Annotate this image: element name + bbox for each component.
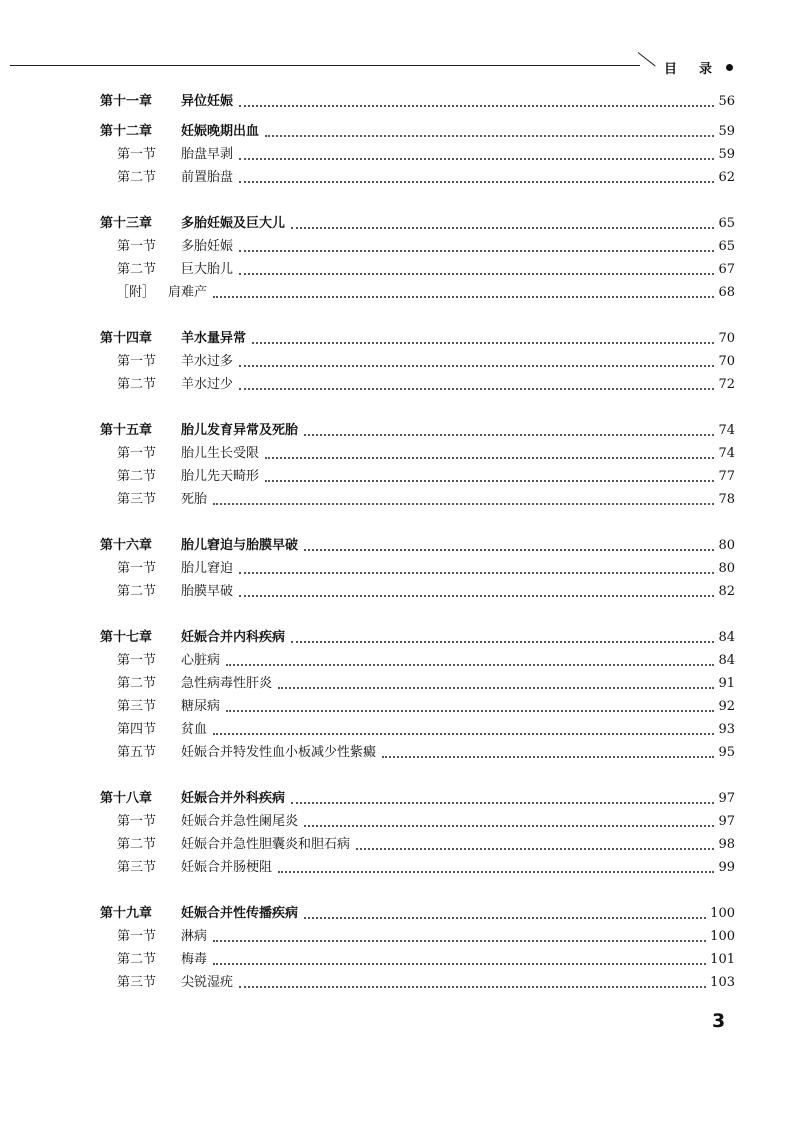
toc-entry-title: 胎儿先天畸形 [181, 467, 265, 487]
toc-entry-label: 第三节 [117, 860, 157, 875]
toc-leader-dots [239, 181, 714, 183]
toc-leader-dots [265, 457, 714, 459]
toc-entry-label: 第十七章 [100, 630, 153, 645]
toc-entry-label: 第二节 [117, 377, 157, 392]
toc-section-row[interactable] [0, 375, 789, 395]
toc-entry-title: 心脏病 [181, 651, 226, 671]
toc-leader-dots [239, 986, 706, 988]
toc-leader-dots [291, 802, 714, 804]
toc-entry-title: 胎盘早剥 [181, 145, 239, 165]
running-title-left: 目 [664, 62, 678, 77]
toc-entry-label: 第一节 [117, 653, 157, 668]
toc-page-number: 59 [718, 124, 735, 139]
toc-page-number: 72 [718, 377, 735, 392]
toc-section-row[interactable] [0, 444, 789, 464]
toc-appendix-row[interactable] [0, 283, 789, 303]
toc-section-row[interactable] [0, 674, 789, 694]
toc-leader-dots [226, 664, 714, 666]
toc-entry-label: 第二节 [117, 170, 157, 185]
toc-page-number: 98 [718, 837, 735, 852]
toc-entry-label: 第二节 [117, 837, 157, 852]
toc-entry-label: 第一节 [117, 446, 157, 461]
toc-page-number: 56 [718, 94, 735, 109]
toc-entry-label: 第五节 [117, 745, 157, 760]
toc-entry-title: 糖尿病 [181, 697, 226, 717]
toc-entry-label: 第十四章 [100, 331, 153, 346]
toc-chapter-row[interactable] [0, 214, 789, 234]
toc-section-row[interactable] [0, 352, 789, 372]
toc-chapter-row[interactable] [0, 628, 789, 648]
toc-entry-title: 妊娠合并外科疾病 [181, 789, 291, 809]
toc-entry-label: 第一节 [117, 354, 157, 369]
toc-page-number: 101 [710, 952, 735, 967]
running-title-right: 录 [699, 62, 713, 77]
toc-chapter-row[interactable] [0, 421, 789, 441]
toc-entry-title: 死胎 [181, 490, 213, 510]
toc-entry-label: 第二节 [117, 469, 157, 484]
toc-entry-label: 第四节 [117, 722, 157, 737]
toc-entry-title: 妊娠合并急性胆囊炎和胆石病 [181, 835, 356, 855]
toc-leader-dots [356, 848, 714, 850]
toc-section-row[interactable] [0, 260, 789, 280]
toc-page-number: 99 [718, 860, 735, 875]
toc-page-number: 67 [718, 262, 735, 277]
toc-chapter-row[interactable] [0, 92, 789, 112]
toc-chapter-row[interactable] [0, 329, 789, 349]
toc-entry-title: 肩难产 [168, 283, 213, 303]
toc-leader-dots [265, 135, 714, 137]
toc-page-number: 92 [718, 699, 735, 714]
toc-section-row[interactable] [0, 559, 789, 579]
toc-section-row[interactable] [0, 651, 789, 671]
toc-entry-title: 尖锐湿疣 [181, 973, 239, 993]
toc-entry-label: 第一节 [117, 561, 157, 576]
toc-entry-title: 贫血 [181, 720, 213, 740]
toc-entry-label: 第十六章 [100, 538, 153, 553]
toc-entry-label: 第一节 [117, 929, 157, 944]
toc-chapter-row[interactable] [0, 789, 789, 809]
toc-entry-title: 妊娠合并急性阑尾炎 [181, 812, 304, 832]
toc-leader-dots [291, 641, 714, 643]
toc-entry-title: 妊娠合并内科疾病 [181, 628, 291, 648]
toc-page-number: 70 [718, 354, 735, 369]
toc-entry-label: 第二节 [117, 262, 157, 277]
toc-entry-title: 巨大胎儿 [181, 260, 239, 280]
toc-entry-title: 羊水量异常 [181, 329, 252, 349]
toc-page-number: 70 [718, 331, 735, 346]
toc-page-number: 59 [718, 147, 735, 162]
toc-entry-label: 第一节 [117, 814, 157, 829]
toc-section-row[interactable] [0, 835, 789, 855]
toc-section-row[interactable] [0, 168, 789, 188]
toc-entry-title: 羊水过多 [181, 352, 239, 372]
toc-leader-dots [239, 595, 714, 597]
toc-page-number: 65 [718, 216, 735, 231]
toc-section-row[interactable] [0, 582, 789, 602]
toc-entry-label: 第十一章 [100, 94, 153, 109]
toc-entry-label: 第三节 [117, 699, 157, 714]
toc-leader-dots [226, 710, 714, 712]
toc-page-number: 97 [718, 791, 735, 806]
toc-leader-dots [265, 480, 714, 482]
toc-entry-title: 淋病 [181, 927, 213, 947]
toc-page-number: 80 [718, 561, 735, 576]
toc-section-row[interactable] [0, 720, 789, 740]
toc-entry-title: 多胎妊娠 [181, 237, 239, 257]
toc-leader-dots [304, 825, 714, 827]
toc-entry-label: 第二节 [117, 676, 157, 691]
toc-entry-label: ［附］ [116, 285, 156, 300]
toc-entry-label: 第二节 [117, 584, 157, 599]
toc-leader-dots [239, 388, 714, 390]
toc-page-number: 77 [718, 469, 735, 484]
toc-entry-label: 第二节 [117, 952, 157, 967]
toc-page-number: 91 [718, 676, 735, 691]
toc-entry-title: 胎膜早破 [181, 582, 239, 602]
toc-leader-dots [291, 227, 714, 229]
page-number: 3 [712, 1010, 726, 1032]
toc-page-number: 68 [718, 285, 735, 300]
toc-entry-title: 胎儿窘迫与胎膜早破 [181, 536, 304, 556]
toc-leader-dots [382, 756, 714, 758]
toc-page-number: 65 [718, 239, 735, 254]
toc-page-number: 84 [718, 653, 735, 668]
toc-leader-dots [213, 940, 706, 942]
toc-leader-dots [213, 963, 706, 965]
toc-entry-label: 第三节 [117, 492, 157, 507]
toc-section-row[interactable] [0, 697, 789, 717]
toc-leader-dots [239, 250, 714, 252]
toc-page-number: 74 [718, 446, 735, 461]
toc-section-row[interactable] [0, 858, 789, 878]
toc-entry-label: 第十五章 [100, 423, 153, 438]
toc-leader-dots [213, 503, 714, 505]
toc-entry-title: 妊娠合并性传播疾病 [181, 904, 304, 924]
toc-leader-dots [252, 342, 714, 344]
toc-leader-dots [239, 365, 714, 367]
toc-leader-dots [239, 273, 714, 275]
toc-leader-dots [239, 105, 714, 107]
toc-chapter-row[interactable] [0, 904, 789, 924]
toc-entry-title: 妊娠合并特发性血小板减少性紫癜 [181, 743, 382, 763]
toc-section-row[interactable] [0, 950, 789, 970]
toc-entry-label: 第十三章 [100, 216, 153, 231]
toc-entry-title: 前置胎盘 [181, 168, 239, 188]
toc-page-number: 84 [718, 630, 735, 645]
toc-section-row[interactable] [0, 145, 789, 165]
toc-leader-dots [278, 687, 714, 689]
toc-entry-title: 多胎妊娠及巨大儿 [181, 214, 291, 234]
toc-entry-title: 妊娠晚期出血 [181, 122, 265, 142]
toc-page-number: 100 [710, 906, 735, 921]
toc-section-row[interactable] [0, 490, 789, 510]
toc-page-number: 80 [718, 538, 735, 553]
toc-entry-label: 第三节 [117, 975, 157, 990]
toc-page-number: 62 [718, 170, 735, 185]
toc-chapter-row[interactable] [0, 122, 789, 142]
toc-entry-label: 第一节 [117, 147, 157, 162]
toc-entry-label: 第十二章 [100, 124, 153, 139]
toc-leader-dots [278, 871, 714, 873]
toc-section-row[interactable] [0, 743, 789, 763]
toc-page-number: 78 [718, 492, 735, 507]
toc-leader-dots [213, 733, 714, 735]
toc-section-row[interactable] [0, 812, 789, 832]
toc-entry-title: 羊水过少 [181, 375, 239, 395]
toc-leader-dots [304, 549, 714, 551]
toc-entry-label: 第十九章 [100, 906, 153, 921]
toc-section-row[interactable] [0, 973, 789, 993]
toc-page-number: 100 [710, 929, 735, 944]
toc-section-row[interactable] [0, 467, 789, 487]
toc-entry-title: 胎儿发育异常及死胎 [181, 421, 304, 441]
toc-leader-dots [239, 572, 714, 574]
toc-page-number: 82 [718, 584, 735, 599]
toc-section-row[interactable] [0, 927, 789, 947]
toc-leader-dots [304, 917, 706, 919]
toc-entry-label: 第十八章 [100, 791, 153, 806]
toc-entry-title: 急性病毒性肝炎 [181, 674, 278, 694]
toc-entry-title: 妊娠合并肠梗阻 [181, 858, 278, 878]
toc-entry-label: 第一节 [117, 239, 157, 254]
toc-page-number: 74 [718, 423, 735, 438]
toc-entry-title: 梅毒 [181, 950, 213, 970]
toc-section-row[interactable] [0, 237, 789, 257]
toc-leader-dots [304, 434, 714, 436]
toc-entry-title: 胎儿窘迫 [181, 559, 239, 579]
toc-page-number: 93 [718, 722, 735, 737]
toc-entry-title: 异位妊娠 [181, 92, 239, 112]
toc-leader-dots [213, 296, 714, 298]
toc-page-number: 103 [710, 975, 735, 990]
toc-page-number: 97 [718, 814, 735, 829]
toc-chapter-row[interactable] [0, 536, 789, 556]
toc-leader-dots [239, 158, 714, 160]
toc-page-number: 95 [718, 745, 735, 760]
toc-entry-title: 胎儿生长受限 [181, 444, 265, 464]
